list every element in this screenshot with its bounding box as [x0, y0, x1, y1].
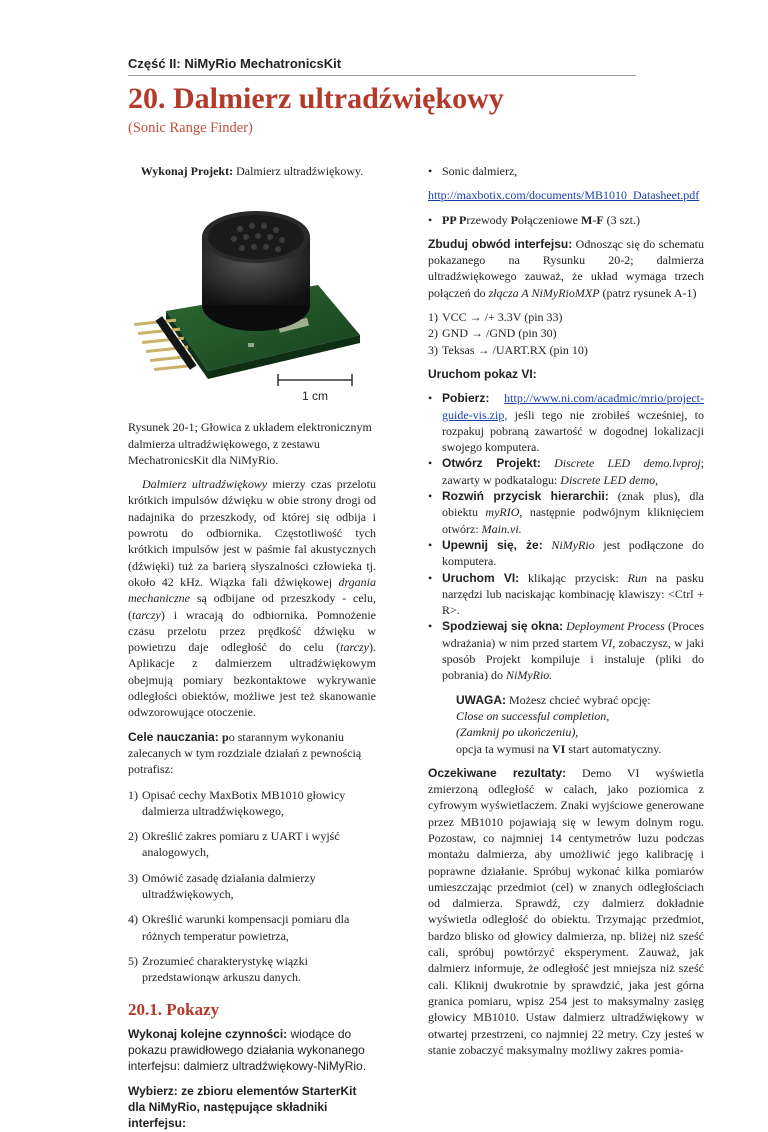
goal-number: 5)	[128, 953, 138, 968]
goal-text: Określić zakres pomiaru z UART i wyjść analogowych,	[142, 829, 340, 860]
step-item	[428, 488, 704, 537]
connection-item	[428, 325, 704, 341]
step-em: NiMyRio	[551, 537, 595, 552]
pp-t2: ołączeniowe	[518, 212, 581, 227]
results-text: Demo VI wyświetla zmierzoną odległość w calach, jako poziomica z cyfrowym wyświetlaczem. Znaki wyjściowe generowane przez MB1010 pojawiają się w lewym dolnym rogu. Pozostaw, co najmniej 14 centymetrów luzu podczas montażu dalmierza, aby umożliwić jego kalibrację i poprawne działanie. Spróbuj wykonać kilka pomiarów umieszczając przedmiot (cel) w znanych odległościach od dalmierza. Sprawdź, czy dalmierz dokładnie wyświetla odległość do obiektu. Trzymając przedmiot, bardzo blisko od głowicy dalmierza, np. bliżej niż sześć cali, spróbuj powtórzyć eksperyment. Zauważ, jak dalmierz informuje, że odległość jest mniejsza niż sześć cali. Kliknij dwukrotnie by sprawdzić, jaka jest górna granica pomiaru, wpisz 254 jest to maksymalny zasięg głowicy MB1010. Ustaw dalmierz ultradźwiękowy w otwartej przestrzeni, co najmniej 22 metry. Czy jesteś w stanie zobaczyć maksymalny możliwy zakres pomia-	[428, 765, 704, 1057]
build-label: Zbuduj obwód interfejsu:	[428, 236, 573, 251]
datasheet-link[interactable]: http://maxbotix.com/documents/MB1010_Datasheet.pdf	[428, 188, 700, 203]
pp-m: M	[580, 212, 593, 227]
run-heading: Uruchom pokaz VI:	[428, 366, 537, 381]
goals-p: p	[222, 729, 229, 744]
goal-number: 1)	[128, 787, 138, 802]
intro-term-4: tarczy	[340, 640, 369, 655]
connection-number: 3)	[428, 342, 438, 357]
intro-term-2: drgania mechaniczne	[128, 574, 376, 606]
goal-item	[128, 828, 376, 861]
section-heading: 20.1. Pokazy	[128, 999, 220, 1019]
step-body: , następnie podwójnym kliknięciem otwórz:	[442, 505, 704, 536]
goals-text: o starannym wykonaniu zalecanych w tym rozdziale działań z pewnością potrafisz:	[128, 729, 362, 777]
note-line	[456, 692, 704, 708]
project-label: Wykonaj Projekt:	[140, 164, 234, 178]
note-end: start automatyczny.	[565, 741, 662, 756]
goal-item	[128, 870, 376, 903]
demo-paragraph	[128, 1026, 376, 1075]
project-guide-link[interactable]: http://www.ni.com/acadmic/mrio/project-guide-vis.zip,	[442, 391, 704, 422]
step-item	[428, 390, 704, 455]
header-rule	[128, 75, 636, 76]
goal-number: 2)	[128, 829, 138, 844]
note-option-translation	[456, 724, 704, 740]
connection-text: Teksas → /UART.RX (pin 10)	[442, 342, 588, 357]
step-em: Run	[627, 570, 648, 585]
bullet-dot: •	[428, 570, 433, 585]
step-body: (znak plus), dla obiektu	[442, 489, 704, 520]
note-label: UWAGA:	[456, 692, 506, 707]
intro-paragraph	[128, 476, 376, 720]
goal-text: Omówić zasadę działania dalmierzy ultradźwiękowych,	[142, 870, 316, 902]
step-em: myRIO	[485, 505, 520, 520]
step-item	[428, 537, 704, 570]
bullet-dot: •	[428, 164, 433, 178]
step-text	[442, 618, 704, 683]
bullet-wires	[442, 212, 704, 228]
results-paragraph	[428, 765, 704, 1058]
pp-p1: P	[456, 212, 467, 227]
step-em: Deployment Process	[566, 619, 665, 634]
bullet-dot: •	[428, 456, 433, 471]
note-vi: VI	[551, 741, 566, 756]
build-paragraph	[428, 236, 704, 301]
intro-text-3: ) i wracają do odbiornika. Pomnożenie czasu przelotu przez prędkość dźwięku w powietrzu daje odległość do celu (	[128, 607, 376, 655]
connection-item	[428, 342, 704, 358]
step-em: VI	[600, 635, 613, 650]
pp-t1: rzewody	[466, 212, 511, 227]
goal-text: Określić warunki kompensacji pomiaru dla różnych temperatur powietrza,	[142, 912, 350, 943]
step-em: Discrete LED demo.lvproj	[554, 456, 701, 471]
pp-abbr: PP	[442, 212, 456, 227]
component-bullet	[428, 212, 704, 228]
goal-number: 3)	[128, 870, 138, 885]
build-text-a: Odnosząc się do schematu pokazanego na Rysunku 20-2; dalmierza ultradźwiękowego zauważ, że układ wymaga trzech połączeń do	[428, 236, 704, 300]
step-item	[428, 618, 704, 683]
step-text	[442, 570, 704, 619]
bullet-sonic: Sonic dalmierz,	[442, 164, 518, 178]
build-text-b: (patrz rysunek A-1)	[599, 285, 697, 300]
goals-label: Cele nauczania:	[128, 729, 223, 744]
bullet-dot: •	[428, 391, 433, 406]
step-body: na pasku narzędzi lub naciskając kombinację klawiszy:	[442, 570, 705, 601]
pp-dash: -	[592, 212, 597, 227]
note-option	[456, 708, 704, 724]
step-item	[428, 570, 704, 619]
step-text	[442, 537, 704, 570]
project-text: Dalmierz ultradźwiękowy.	[233, 164, 364, 178]
results-label: Oczekiwane rezultaty:	[428, 765, 567, 780]
goal-number: 4)	[128, 912, 138, 927]
note-text: Możesz chcieć wybrać opcję:	[506, 692, 651, 707]
intro-text-1: mierzy czas przelotu krótkich impulsów dźwięku w obie strony drogi od nadajnika do przeszkody, od której się odbija i powrotu do odbiornika. Częstotliwość tych krótkich impulsów jest w paśmie fal akustycznych (dźwięki) tuż za barierą słyszalności człowieka tj. około 42 kHz. Wiązka fali dźwiękowej	[128, 477, 377, 589]
step-label: Spodziewaj się okna:	[442, 619, 564, 634]
step-em: Discrete LED demo,	[560, 472, 659, 487]
connection-text: VCC → /+ 3.3V (pin 33)	[442, 310, 563, 325]
intro-text-4: ). Aplikacje z dalmierzem ultradźwiękowym obejmują pomiary bezkontaktowe wykrywanie odległości obiektów, możliwe jest też skanowanie odwzorowujące otoczenie.	[128, 640, 376, 720]
step-label: Rozwiń przycisk hierarchii:	[442, 489, 609, 504]
step-body: ; zawarty w podkatalogu:	[442, 456, 704, 487]
scale-label: 1 cm	[302, 389, 329, 404]
datasheet-line	[428, 187, 704, 203]
build-text-em: złącza A NiMyRioMXP	[488, 285, 600, 300]
right-column	[428, 163, 704, 1058]
intro-term-3: tarczy	[132, 607, 161, 622]
component-bullet	[428, 163, 704, 179]
step-text	[442, 488, 704, 537]
bullet-dot: •	[428, 619, 433, 634]
connection-item	[428, 309, 704, 325]
note-block	[428, 692, 704, 757]
step-text	[442, 390, 704, 455]
connection-number: 2)	[428, 326, 438, 341]
goal-item	[128, 953, 376, 986]
figure-caption: Rysunek 20-1; Głowica z układem elektronicznym dalmierza ultradźwiękowego, z zestawu MechatronicsKit dla NiMyRio.	[128, 420, 372, 467]
chapter-subtitle: (Sonic Range Finder)	[128, 120, 253, 136]
bullet-dot: •	[428, 212, 433, 227]
note-em: (Zamknij po ukończeniu),	[456, 725, 579, 740]
step-label: Pobierz:	[442, 391, 490, 406]
demo-label: Wykonaj kolejne czynności:	[128, 1026, 288, 1041]
goal-text: Opisać cechy MaxBotix MB1010 głowicy dalmierza ultradźwiękowego,	[142, 787, 346, 818]
sensor-board-image	[128, 193, 376, 405]
step-body: , zobaczysz, w jaki sposób Projekt kompiluje i instaluje (pliki do pobrania) do	[442, 635, 704, 683]
connection-number: 1)	[428, 310, 438, 325]
step-em: NiMyRio.	[505, 668, 553, 683]
project-line	[128, 163, 376, 179]
pp-qty: (3 szt.)	[603, 212, 640, 227]
intro-term: Dalmierz ultradźwiękowy	[142, 477, 268, 492]
step-keys: <Ctrl + R>.	[442, 586, 704, 618]
step-label: Uruchom VI:	[442, 570, 520, 585]
step-label: Upewnij się, że:	[442, 537, 543, 552]
demo-text: wiodące do pokazu prawidłowego działania wykonanego interfejsu: dalmierz ultradźwiękowy-NiMyRio.	[128, 1026, 367, 1074]
pp-f: F	[596, 212, 604, 227]
bullet-dot: •	[428, 489, 433, 504]
step-body: (Proces wdrażania) w nim przed startem	[442, 619, 705, 650]
pp-p2: P	[510, 212, 519, 227]
bullet-dot: •	[428, 537, 433, 552]
step-em: Main.vi.	[481, 521, 522, 536]
sensor-photo	[128, 193, 376, 405]
note-em: Close on successful completion,	[456, 708, 610, 723]
step-item	[428, 455, 704, 488]
note-end-line	[456, 741, 704, 757]
connection-text: GND → /GND (pin 30)	[442, 326, 557, 341]
running-header: Część II: NiMyRio MechatronicsKit	[128, 56, 342, 71]
step-body: klikając przycisk:	[519, 570, 628, 585]
note-line-text: opcja ta wymusi na	[456, 741, 552, 756]
chapter-title: 20. Dalmierz ultradźwiękowy	[128, 82, 504, 115]
step-body: jeśli tego nie zrobiłeś wcześniej, to rozpakuj pobraną zawartość w dogodnej lokalizacji swojego komputera.	[442, 407, 704, 455]
left-column	[128, 163, 376, 1132]
step-label: Otwórz Projekt:	[442, 456, 541, 471]
goal-text: Zrozumieć charakterystykę wiązki przedstawionąw arkuszu danych.	[142, 953, 308, 985]
goals-intro	[128, 729, 376, 778]
goal-item	[128, 911, 376, 944]
step-text	[442, 455, 704, 488]
goal-item	[128, 787, 376, 820]
step-body: jest podłączone do komputera.	[442, 537, 705, 569]
choose-paragraph: Wybierz: ze zbioru elementów StarterKit dla NiMyRio, następujące składniki interfejsu:	[128, 1083, 357, 1131]
intro-text-2: są odbijane od przeszkody - celu, (	[128, 591, 376, 622]
